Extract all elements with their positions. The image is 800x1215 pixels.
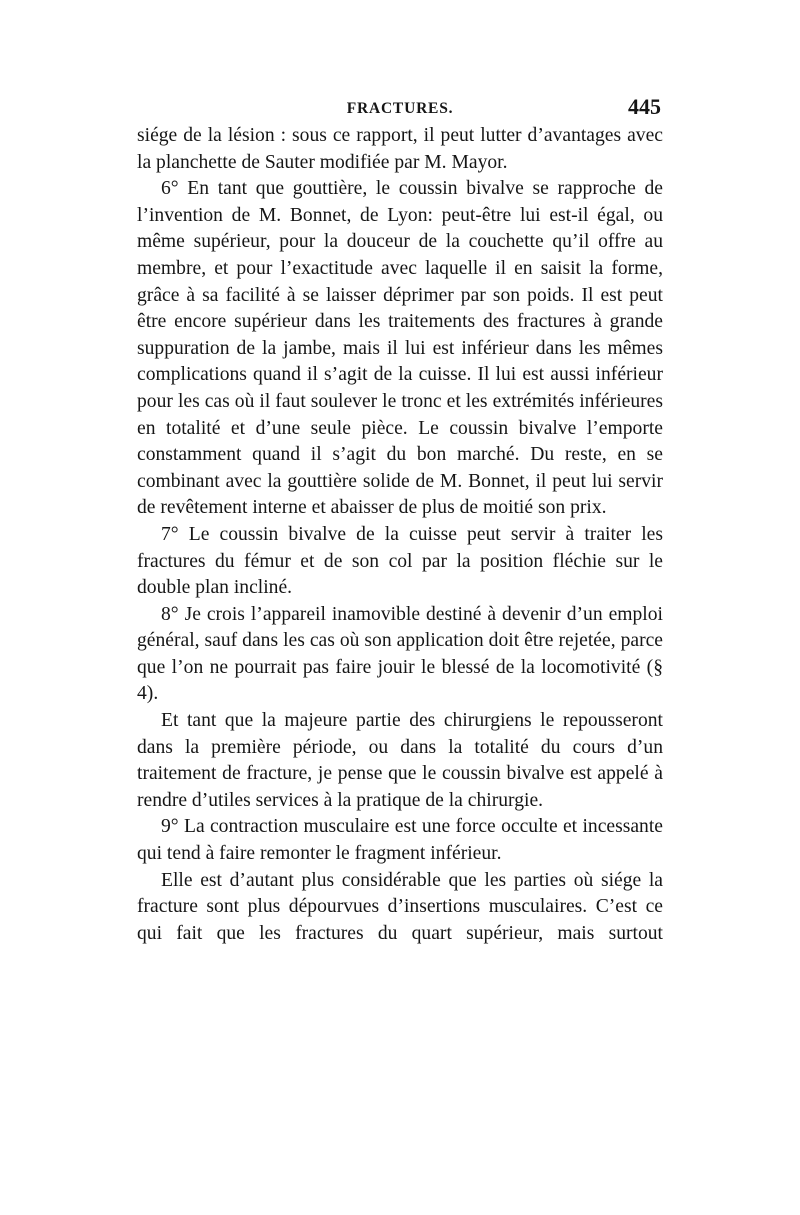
- page-number: 445: [628, 94, 661, 119]
- paragraph-6: 9° La contraction musculaire est une force occulte et incessante qui tend à faire remonter le fragment inférieur.: [137, 816, 663, 865]
- running-head: [137, 96, 663, 126]
- paragraph-7: Elle est d’autant plus considérable que les parties où siége la fracture sont plus dépourvues d’insertions musculaires. C’est ce qui fait que les fractures du quart supérieur, mais surtout: [137, 869, 663, 944]
- paragraph-3: 7° Le coussin bivalve de la cuisse peut servir à traiter les fractures du fémur et de son col par la position fléchie sur le double plan incliné.: [137, 523, 663, 599]
- body-text: [137, 123, 663, 947]
- paragraph-1: siége de la lésion : sous ce rapport, il peut lutter d’avantages avec la planchette de Sauter modifiée par M. Mayor.: [137, 125, 663, 173]
- running-title: FRACTURES.: [346, 100, 454, 117]
- paragraph-2: 6° En tant que gouttière, le coussin bivalve se rapproche de l’invention de M. Bonnet, de Lyon: peut-être lui est-il égal, ou même supérieur, pour la douceur de la couchette qu’il offre au membre, et pour l’exactitude avec laquelle il en saisit la forme, grâce à sa facilité à se laisser déprimer par son poids. Il est peut être encore supérieur dans les traitements des fractures à grande suppuration de la jambe, mais il lui est inférieur dans les mêmes complications quand il s’agit de la cuisse. Il lui est aussi inférieur pour les cas où il faut soulever le tronc et les extrémités inférieures en totalité et d’une seule pièce. Le coussin bivalve l’emporte constamment quand il s’agit du bon marché. Du reste, en se combinant avec la gouttière solide de M. Bonnet, il peut lui servir de revêtement interne et abaisser de plus de moitié son prix.: [137, 178, 663, 519]
- paragraph-4: 8° Je crois l’appareil inamovible destiné à devenir d’un emploi général, sauf dans les cas où son application doit être rejetée, parce que l’on ne pourrait pas faire jouir le blessé de la locomotivité (§ 4).: [137, 603, 663, 705]
- paragraph-5: Et tant que la majeure partie des chirurgiens le repousseront dans la première période, ou dans la totalité du cours d’un traitement de fracture, je pense que le coussin bivalve est appelé à rendre d’utiles services à la pratique de la chirurgie.: [137, 710, 663, 811]
